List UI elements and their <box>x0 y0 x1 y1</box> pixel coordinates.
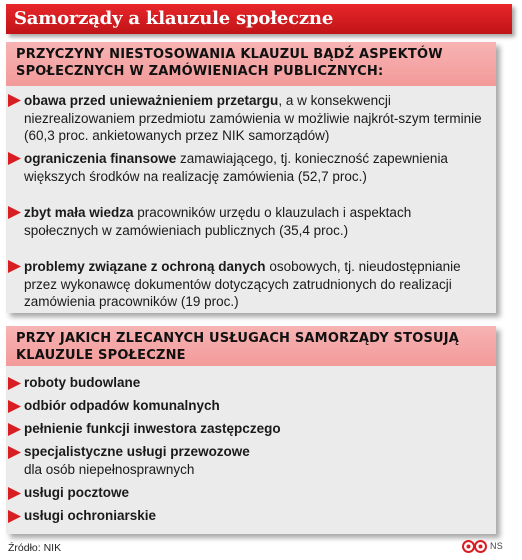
publisher-logo-text: NS <box>490 541 504 551</box>
title-bar <box>6 4 512 34</box>
triangle-bullet-icon <box>8 206 21 219</box>
service-label: roboty budowlane <box>24 375 141 390</box>
triangle-bullet-icon <box>8 260 21 273</box>
reasons-header: PRZYCZYNY NIESTOSOWANIA KLAUZUL BĄDŹ ASPEKTÓW SPOŁECZNYCH W ZAMÓWIENIACH PUBLICZNYCH: <box>6 42 496 86</box>
services-panel <box>6 326 496 534</box>
triangle-bullet-icon <box>8 152 21 165</box>
service-text <box>24 443 484 478</box>
triangle-bullet-icon <box>8 423 21 436</box>
reasons-panel <box>6 42 496 313</box>
publisher-logo <box>462 539 512 555</box>
service-label: pełnienie funkcji inwestora zastępczego <box>24 421 281 436</box>
reason-text <box>24 150 484 185</box>
triangle-bullet-icon <box>8 400 21 413</box>
reason-bold: obawa przed unieważnieniem przetargu <box>24 93 279 108</box>
reason-bold: zbyt mała wiedza <box>24 205 134 220</box>
service-label: odbiór odpadów komunalnych <box>24 398 220 413</box>
triangle-bullet-icon <box>8 510 21 523</box>
service-label: specjalistyczne usługi przewozowe <box>24 444 250 459</box>
triangle-bullet-icon <box>8 487 21 500</box>
services-header: PRZY JAKICH ZLECANYCH USŁUGACH SAMORZĄDY STOSUJĄ KLAUZULE SPOŁECZNE <box>6 326 496 366</box>
reason-rest: , a w konsekwencji niezrealizowaniem przedmiotu zamówienia w możliwie najkrót-szym terminie (60,3 proc. ankietowanych przez NIK samorządów) <box>24 93 482 143</box>
reason-bold: problemy związane z ochroną danych <box>24 259 266 274</box>
reason-bold: ograniczenia finansowe <box>24 151 177 166</box>
service-sublabel: dla osób niepełnosprawnych <box>24 461 195 477</box>
reason-text <box>24 92 484 145</box>
triangle-bullet-icon <box>8 377 21 390</box>
service-label: usługi pocztowe <box>24 485 130 500</box>
service-label: usługi ochroniarskie <box>24 508 157 523</box>
reason-rest: osobowych, tj. nieudostępnianie przez wykonawcę dokumentów dotyczących zatrudnionych do realizacji zamówienia pracowników (19 proc.) <box>24 259 461 309</box>
reason-rest: zamawiającego, tj. konieczność zapewnienia większych środków na realizację zamówienia (52,7 proc.) <box>24 151 448 184</box>
publisher-logo-icon <box>462 540 488 553</box>
triangle-bullet-icon <box>8 94 21 107</box>
reason-text <box>24 204 484 239</box>
source-note: Źródło: NIK <box>8 542 62 554</box>
reason-rest: pracowników urzędu o klauzulach i aspektach społecznych w zamówieniach publicznych (35,4 proc.) <box>24 205 412 238</box>
page-title: Samorządy a klauzule społeczne <box>14 8 334 29</box>
reason-text <box>24 258 484 311</box>
triangle-bullet-icon <box>8 446 21 459</box>
